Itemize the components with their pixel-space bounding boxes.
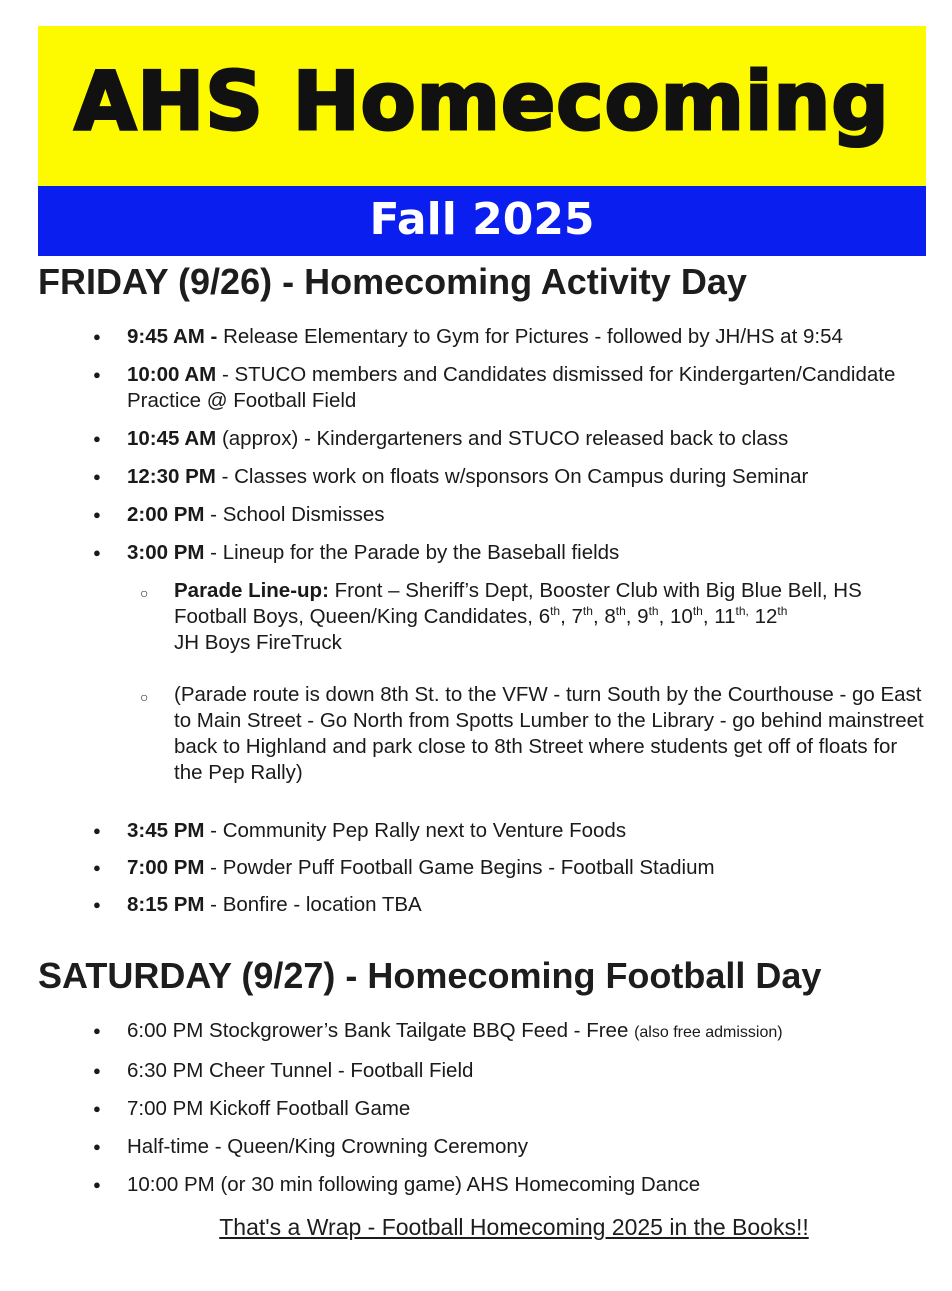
closing-line: That's a Wrap - Football Homecoming 2025 in the Books!! xyxy=(219,1214,809,1240)
list-item: ● 6:30 PM Cheer Tunnel - Football Field xyxy=(0,1058,927,1084)
list-item: ● 10:00 AM - STUCO members and Candidates dismissed for Kindergarten/Candidate Practice @ Football Field xyxy=(0,362,927,414)
list-item: ● 9:45 AM - Release Elementary to Gym for Pictures - followed by JH/HS at 9:54 xyxy=(0,324,927,350)
subtitle-banner xyxy=(38,186,926,256)
list-item: ● 7:00 PM - Powder Puff Football Game Begins - Football Stadium xyxy=(0,855,927,881)
saturday-heading: SATURDAY (9/27) - Homecoming Football Day xyxy=(38,955,822,996)
title-banner xyxy=(38,26,926,186)
list-item: ● 8:15 PM - Bonfire - location TBA xyxy=(0,892,927,918)
list-item: ● 3:45 PM - Community Pep Rally next to Venture Foods xyxy=(0,818,927,844)
list-item: ● 3:00 PM - Lineup for the Parade by the Baseball fields xyxy=(0,540,927,566)
friday-evening-schedule xyxy=(0,818,927,918)
list-item: ● 7:00 PM Kickoff Football Game xyxy=(0,1096,927,1122)
page-subtitle: Fall 2025 xyxy=(369,194,595,245)
list-item: ● 10:00 PM (or 30 min following game) AHS Homecoming Dance xyxy=(0,1172,927,1198)
friday-schedule xyxy=(0,324,927,578)
parade-lineup: ○ Parade Line-up: Front – Sheriff’s Dept, Booster Club with Big Blue Bell, HS Football Boys, Queen/King Candidates, 6th, 7th, 8th, 9th, 10th, $11^{th,}$ 12th JH Boys FireTruck xyxy=(0,578,929,656)
saturday-schedule xyxy=(0,1018,927,1198)
list-item: ● 6:00 PM Stockgrower’s Bank Tailgate BBQ Feed - Free (also free admission) xyxy=(0,1018,927,1046)
parade-route: ○ (Parade route is down 8th St. to the VFW - turn South by the Courthouse - go East to Main Street - Go North from Spotts Lumber to the Library - go behind mainstreet back to Highland and park close to 8th Street where students get off of floats for the Pep Rally) xyxy=(0,682,929,786)
list-item: ● 12:30 PM - Classes work on floats w/sponsors On Campus during Seminar xyxy=(0,464,927,490)
list-item: ● Half-time - Queen/King Crowning Ceremony xyxy=(0,1134,927,1160)
list-item: ● 10:45 AM (approx) - Kindergarteners and STUCO released back to class xyxy=(0,426,927,452)
grade-list: 6th, 7th, 8th, 9th, 10th, $11^{th,}$ 12th xyxy=(538,604,788,628)
page-title: AHS Homecoming xyxy=(74,55,890,148)
friday-heading: FRIDAY (9/26) - Homecoming Activity Day xyxy=(38,261,747,302)
parade-details xyxy=(0,578,929,786)
list-item: ● 2:00 PM - School Dismisses xyxy=(0,502,927,528)
